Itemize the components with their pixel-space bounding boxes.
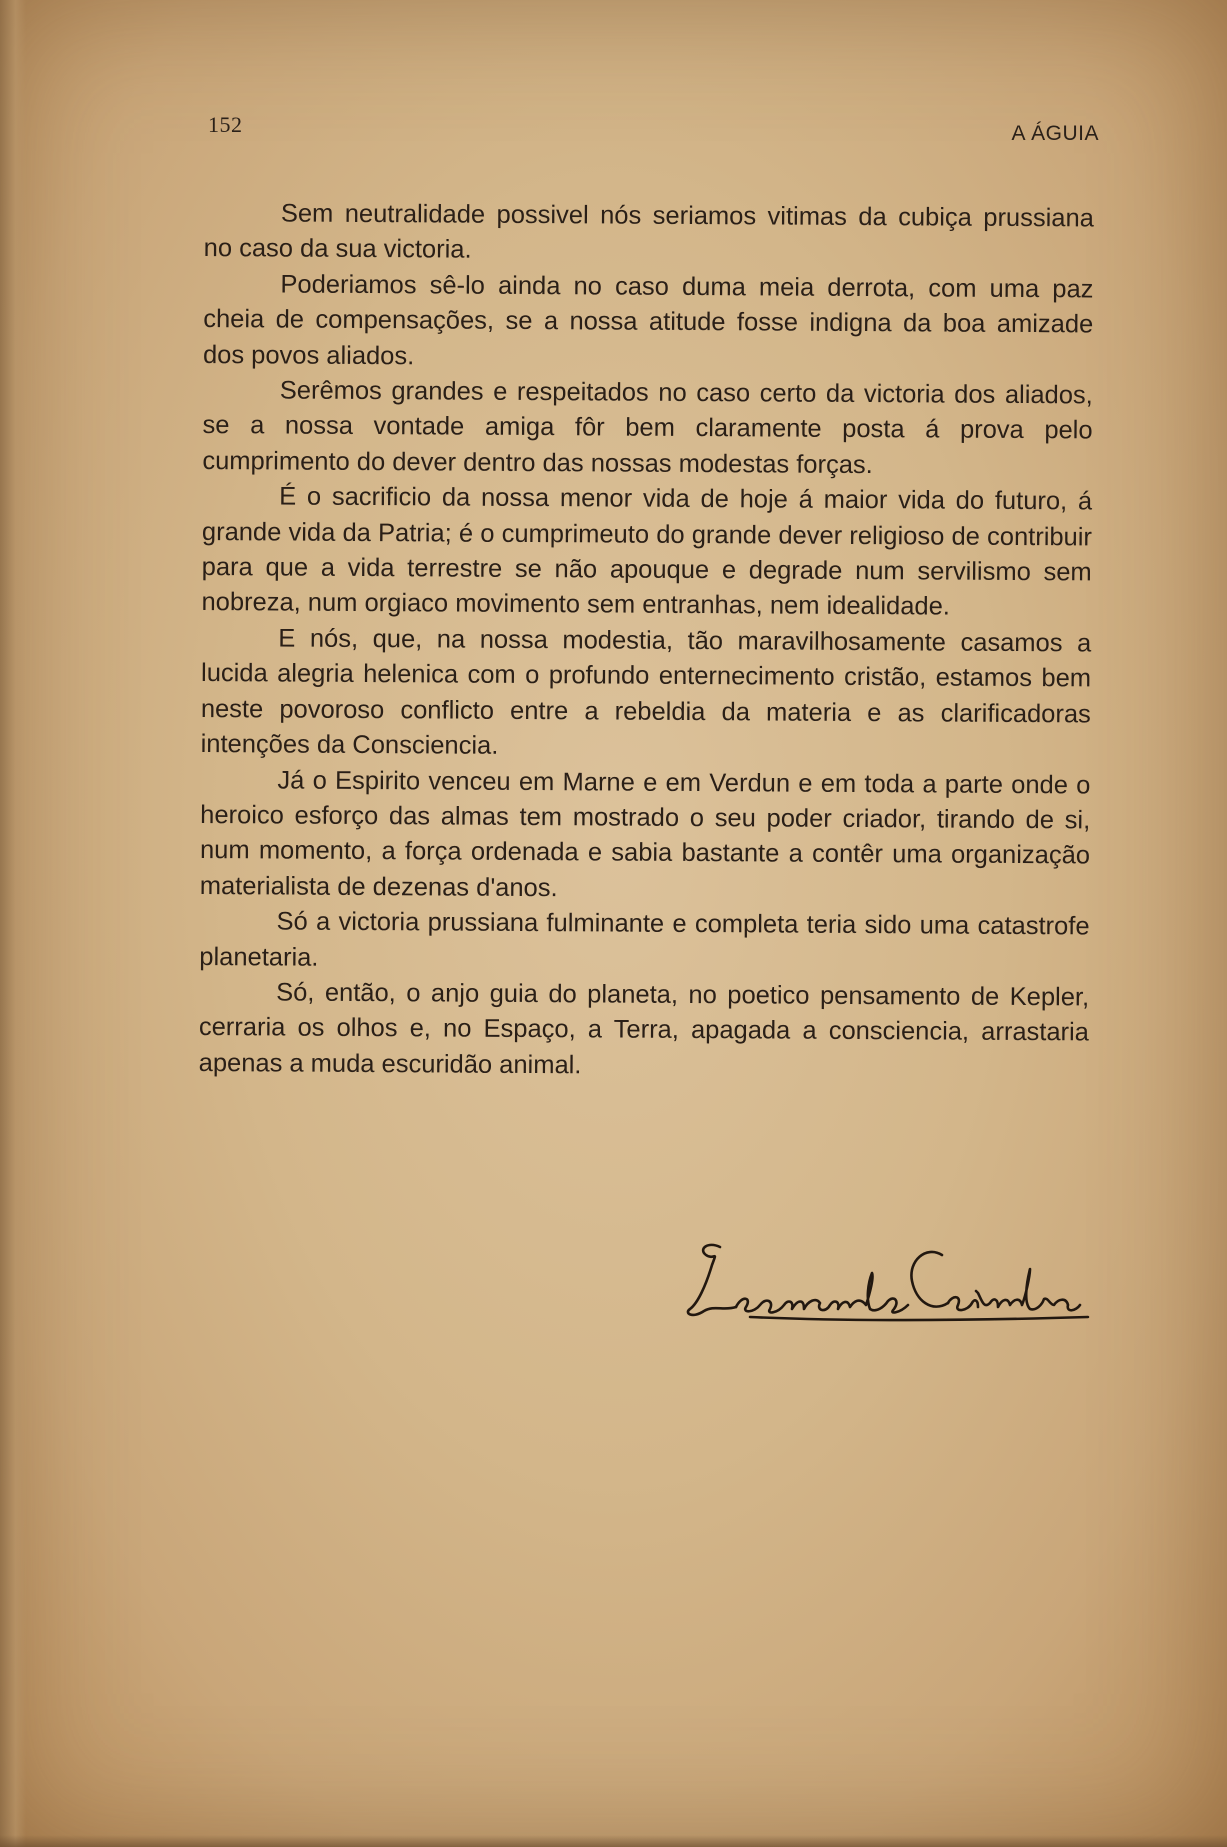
paragraph: E nós, que, na nossa modestia, tão maravilhosamente casamos a lucida alegria helenica com o profundo enternecimento cristão, estamos bem neste povoroso conflicto entre a rebeldia da materia e as clarificadoras intenções da Consciencia. <box>200 624 1092 760</box>
page-bottom-edge <box>0 1835 1227 1847</box>
running-head: A ÁGUIA <box>1011 122 1099 145</box>
paragraph: Só a victoria prussiana fulminante e completa teria sido uma catastrofe planetaria. <box>199 907 1090 972</box>
paragraph: Só, então, o anjo guia do planeta, no poetico pensamento de Kepler, cerraria os olhos e, no Espaço, a Terra, apagada a consciencia, arrastaria apenas a muda escuridão animal. <box>198 978 1090 1080</box>
paragraph: Já o Espirito venceu em Marne e em Verdun e em toda a parte onde o heroico esforço das almas tem mostrado o seu poder criador, tirando de si, num momento, a força ordenada e sabia bastante a contêr uma organização materialista de dezenas d'anos. <box>199 765 1091 902</box>
body-text <box>199 196 1094 1087</box>
page-number: 152 <box>208 112 243 137</box>
paragraph: Serêmos grandes e respeitados no caso certo da victoria dos aliados, se a nossa vontade amiga fôr bem claramente posta á prova pelo cumprimento do dever dentro das nossas modestas forças. <box>202 376 1093 479</box>
page-gutter-shadow <box>0 0 26 1847</box>
paragraph: É o sacrificio da nossa menor vida de hoje á maior vida do futuro, á grande vida da Patria; é o cumprimeuto do grande dever religioso de contribuir para que a vida terrestre se não apouque e degrade num servilismo sem nobreza, num orgiaco movimento sem entranhas, nem idealidade. <box>201 482 1093 622</box>
handwritten-signature <box>680 1235 1090 1325</box>
paragraph: Sem neutralidade possivel nós seriamos vitimas da cubiça prussiana no caso da sua victoria. <box>203 199 1094 265</box>
paragraph: Poderiamos sê-lo ainda no caso duma meia derrota, com uma paz cheia de compensações, se a nossa atitude fosse indigna da boa amizade dos povos aliados. <box>202 270 1094 370</box>
